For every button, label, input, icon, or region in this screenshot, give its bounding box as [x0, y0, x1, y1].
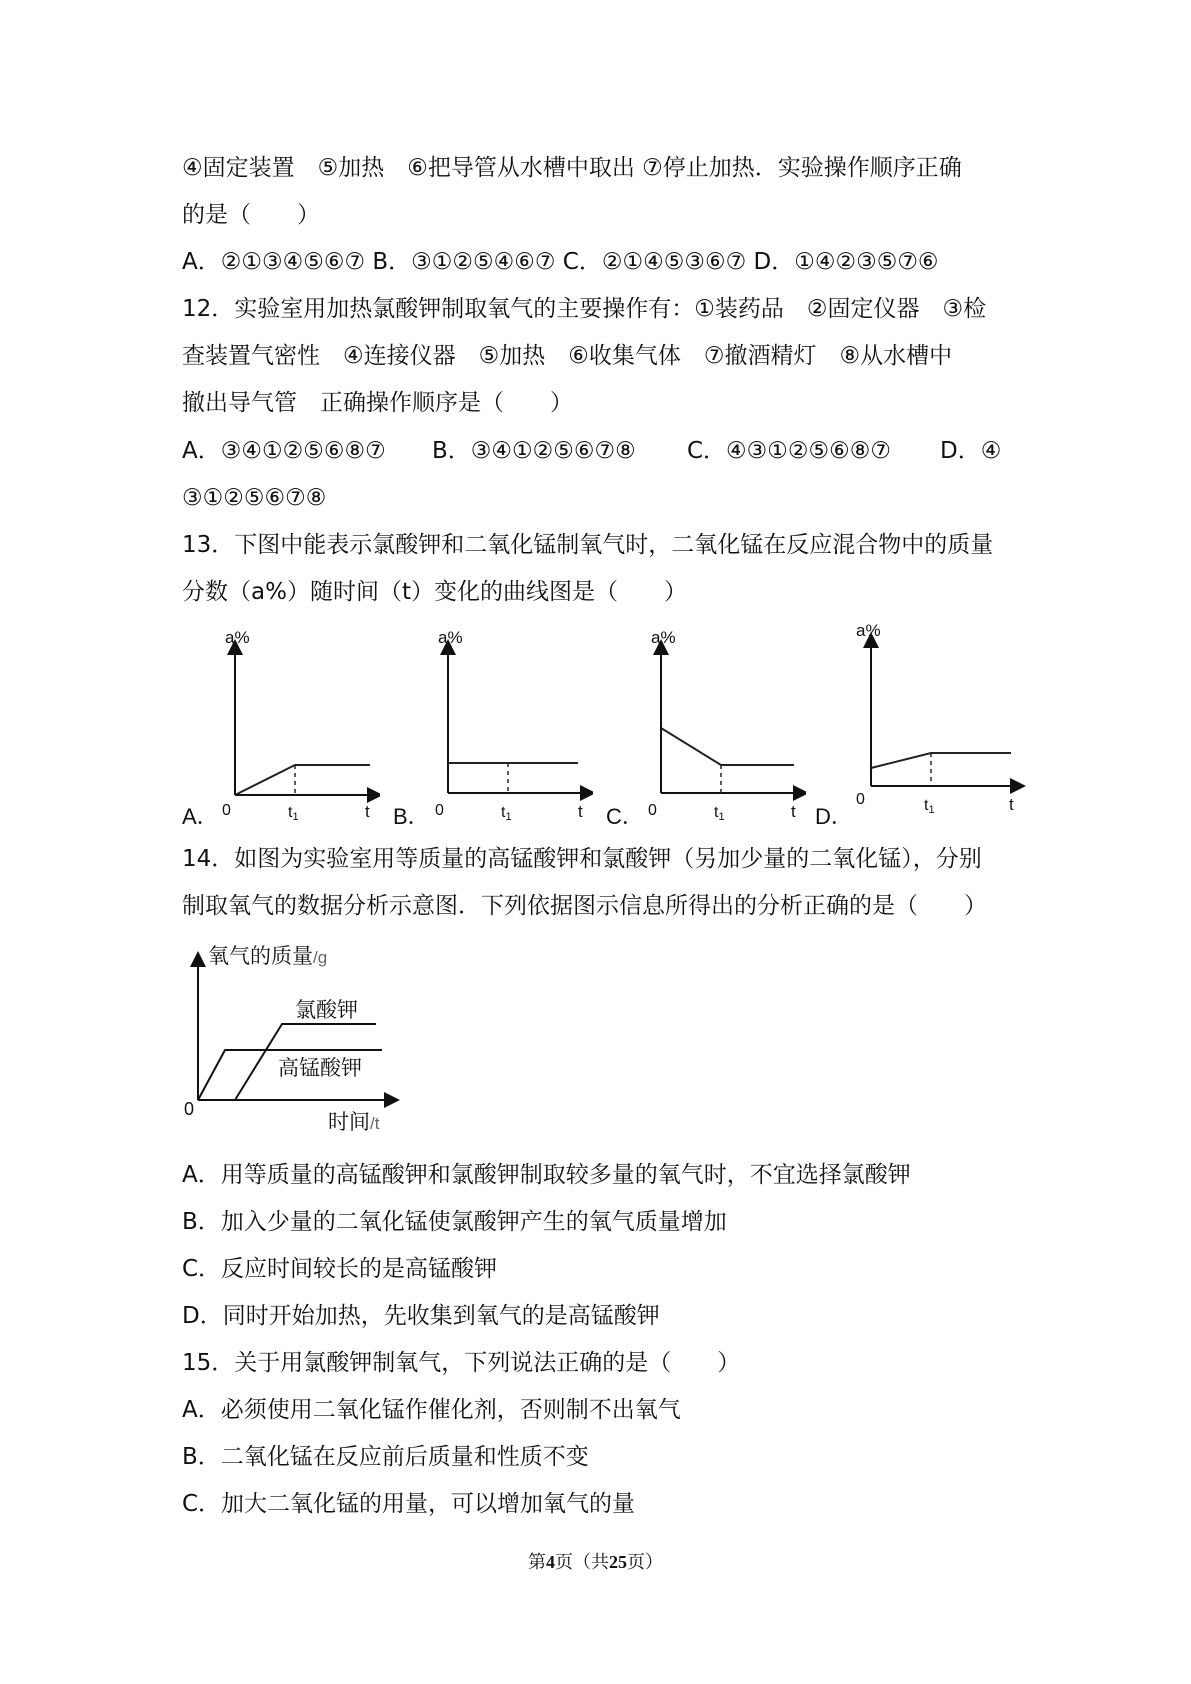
origin-label: 0 [222, 802, 231, 819]
page-footer [0, 1548, 1191, 1574]
q13-graph-c [636, 625, 806, 820]
y-label: a% [651, 628, 676, 647]
q13-graph-d [846, 618, 1026, 813]
q14-option-a: A．用等质量的高锰酸钾和氯酸钾制取较多量的氧气时，不宜选择氯酸钾 [182, 1162, 911, 1188]
q15-option-a: A．必须使用二氧化锰作催化剂，否则制不出氧气 [182, 1397, 681, 1423]
q15-line1: 15．关于用氯酸钾制氧气，下列说法正确的是（ ） [182, 1350, 741, 1376]
q15-option-c: C．加大二氧化锰的用量，可以增加氧气的量 [182, 1491, 636, 1517]
q11-line2: 的是（ ） [182, 202, 320, 228]
q13-line1: 13．下图中能表示氯酸钾和二氧化锰制氧气时，二氧化锰在反应混合物中的质量 [182, 532, 994, 558]
q14-option-c: C．反应时间较长的是高锰酸钾 [182, 1256, 498, 1282]
q14-line1: 14．如图为实验室用等质量的高锰酸钾和氯酸钾（另加少量的二氧化锰），分别 [182, 846, 982, 872]
q12-option-b: B．③④①②⑤⑥⑦⑧ [432, 438, 636, 464]
x-label: t [1009, 795, 1014, 813]
q14-oxygen-mass-chart [180, 935, 420, 1135]
footer-mid: 页（共 [555, 1552, 609, 1572]
footer-total-pages: 25 [609, 1552, 627, 1572]
origin-label: 0 [184, 1099, 195, 1119]
q12-option-a: A．③④①②⑤⑥⑧⑦ [182, 438, 386, 464]
y-label: a% [856, 621, 881, 640]
x-label: t [791, 802, 796, 820]
q13-graph-b [423, 625, 593, 820]
t1-label: t1 [924, 797, 935, 813]
t1-label: t1 [714, 804, 725, 820]
series-potassium-chlorate-label: 氯酸钾 [295, 999, 358, 1022]
q14-option-d: D．同时开始加热，先收集到氧气的是高锰酸钾 [182, 1303, 660, 1329]
curve [235, 765, 370, 795]
q12-option-d: D．④ [940, 438, 1002, 464]
curve [661, 728, 794, 765]
curve [871, 753, 1011, 768]
origin-label: 0 [435, 802, 444, 819]
y-label: a% [225, 628, 250, 647]
q12-option-d-cont: ③①②⑤⑥⑦⑧ [182, 485, 327, 511]
q12-line1: 12．实验室用加热氯酸钾制取氧气的主要操作有：①装药品 ②固定仪器 ③检 [182, 296, 987, 322]
q13-graph-a [210, 625, 380, 820]
footer-suffix: 页） [627, 1552, 663, 1572]
origin-label: 0 [856, 791, 865, 808]
q12-line3: 撤出导气管 正确操作顺序是（ ） [182, 390, 573, 416]
x-label: t [365, 802, 370, 820]
q15-option-b: B．二氧化锰在反应前后质量和性质不变 [182, 1444, 589, 1470]
q12-options [182, 436, 1012, 466]
q13-letter-c: C． [606, 804, 644, 829]
y-axis-label: 氧气的质量/g [208, 945, 328, 968]
q13-letter-d: D． [815, 804, 853, 829]
origin-label: 0 [648, 802, 657, 819]
q14-option-b: B．加入少量的二氧化锰使氯酸钾产生的氧气质量增加 [182, 1209, 727, 1235]
q11-options: A．②①③④⑤⑥⑦ B．③①②⑤④⑥⑦ C．②①④⑤③⑥⑦ D．①④②③⑤⑦⑥ [182, 249, 939, 275]
footer-prefix: 第 [528, 1552, 546, 1572]
series-potassium-permanganate-label: 高锰酸钾 [278, 1057, 362, 1080]
t1-label: t1 [288, 804, 299, 820]
x-axis-label: 时间/t [328, 1111, 380, 1134]
footer-page-number: 4 [546, 1552, 555, 1572]
q13-line2: 分数（a%）随时间（t）变化的曲线图是（ ） [182, 579, 687, 605]
t1-label: t1 [501, 804, 512, 820]
y-label: a% [438, 628, 463, 647]
q13-letter-b: B． [393, 804, 430, 829]
x-label: t [578, 802, 583, 820]
q14-line2: 制取氧气的数据分析示意图．下列依据图示信息所得出的分析正确的是（ ） [182, 893, 987, 919]
q11-line1: ④固定装置 ⑤加热 ⑥把导管从水槽中取出 ⑦停止加热．实验操作顺序正确 [182, 155, 962, 181]
q12-line2: 查装置气密性 ④连接仪器 ⑤加热 ⑥收集气体 ⑦撤酒精灯 ⑧从水槽中 [182, 343, 953, 369]
q13-letter-a: A． [182, 804, 219, 829]
q12-option-c: C．④③①②⑤⑥⑧⑦ [687, 438, 892, 464]
